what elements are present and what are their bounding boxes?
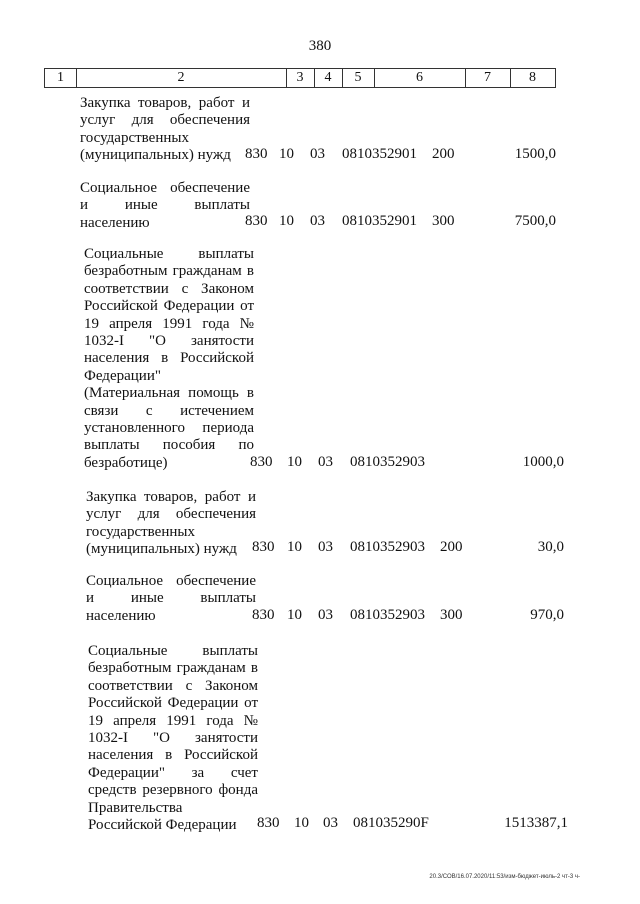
row-description: Закупка товаров, работ и услуг для обеспечения государственных (муниципальных) нужд xyxy=(80,95,250,164)
row-col-3: 830 xyxy=(245,146,268,162)
row-col-6: 081035290F xyxy=(353,815,429,831)
row-col-8: 7500,0 xyxy=(514,213,556,229)
row-col-6: 0810352903 xyxy=(350,539,425,555)
row-col-4: 10 xyxy=(294,815,309,831)
row-col-3: 830 xyxy=(245,213,268,229)
row-col-4: 10 xyxy=(287,454,302,470)
header-col-8: 8 xyxy=(529,70,536,85)
row-col-8: 970,0 xyxy=(530,607,564,623)
row-col-5: 03 xyxy=(310,213,325,229)
footer-file-stamp: 20.3/СОВ/16.07.2020/11:53/изм-бюджет-июль-2 чт-3 ч- xyxy=(429,874,580,880)
header-col-7: 7 xyxy=(484,70,491,85)
row-description: Закупка товаров, работ и услуг для обеспечения государственных (муниципальных) нужд xyxy=(86,489,256,558)
row-col-3: 830 xyxy=(257,815,280,831)
header-col-6: 6 xyxy=(416,70,423,85)
header-col-1: 1 xyxy=(57,70,64,85)
row-col-7: 200 xyxy=(432,146,455,162)
row-description: Социальные выплаты безработным гражданам в соответствии с Законом Российской Федерации от 19 апреля 1991 года № 1032-I "О занятости населения в Российской Федерации" за счет средств резервного фонда Правительства Российской Федерации xyxy=(88,643,258,834)
row-col-8: 1000,0 xyxy=(522,454,564,470)
row-col-5: 03 xyxy=(318,454,333,470)
row-col-3: 830 xyxy=(252,539,275,555)
row-col-7: 300 xyxy=(440,607,463,623)
header-col-3: 3 xyxy=(296,70,304,85)
row-col-6: 0810352901 xyxy=(342,146,417,162)
row-col-3: 830 xyxy=(252,607,275,623)
row-col-4: 10 xyxy=(287,539,302,555)
row-col-5: 03 xyxy=(318,539,333,555)
row-col-8: 1513387,1 xyxy=(504,815,568,831)
page-number: 380 xyxy=(308,38,332,54)
row-col-3: 830 xyxy=(250,454,273,470)
row-col-4: 10 xyxy=(279,146,294,162)
row-col-6: 0810352903 xyxy=(350,454,425,470)
header-col-5: 5 xyxy=(354,70,362,85)
row-col-6: 0810352901 xyxy=(342,213,417,229)
row-col-5: 03 xyxy=(318,607,333,623)
row-col-6: 0810352903 xyxy=(350,607,425,623)
row-description: Социальное обеспечение и иные выплаты населению xyxy=(80,180,250,231)
row-col-5: 03 xyxy=(323,815,338,831)
row-col-7: 300 xyxy=(432,213,455,229)
row-col-4: 10 xyxy=(279,213,294,229)
row-col-8: 1500,0 xyxy=(514,146,556,162)
row-col-7: 200 xyxy=(440,539,463,555)
table-header-row xyxy=(44,68,556,88)
row-description: Социальное обеспечение и иные выплаты населению xyxy=(86,573,256,624)
row-col-5: 03 xyxy=(310,146,325,162)
row-description: Социальные выплаты безработным гражданам в соответствии с Законом Российской Федерации от 19 апреля 1991 года № 1032-I "О занятости населения в Российской Федерации" (Материальная помощь в связи с истечением установленного периода выплаты пособия по безработице) xyxy=(84,246,254,471)
header-col-2: 2 xyxy=(177,70,185,85)
row-col-4: 10 xyxy=(287,607,302,623)
header-col-4: 4 xyxy=(324,70,332,85)
row-col-8: 30,0 xyxy=(537,539,564,555)
